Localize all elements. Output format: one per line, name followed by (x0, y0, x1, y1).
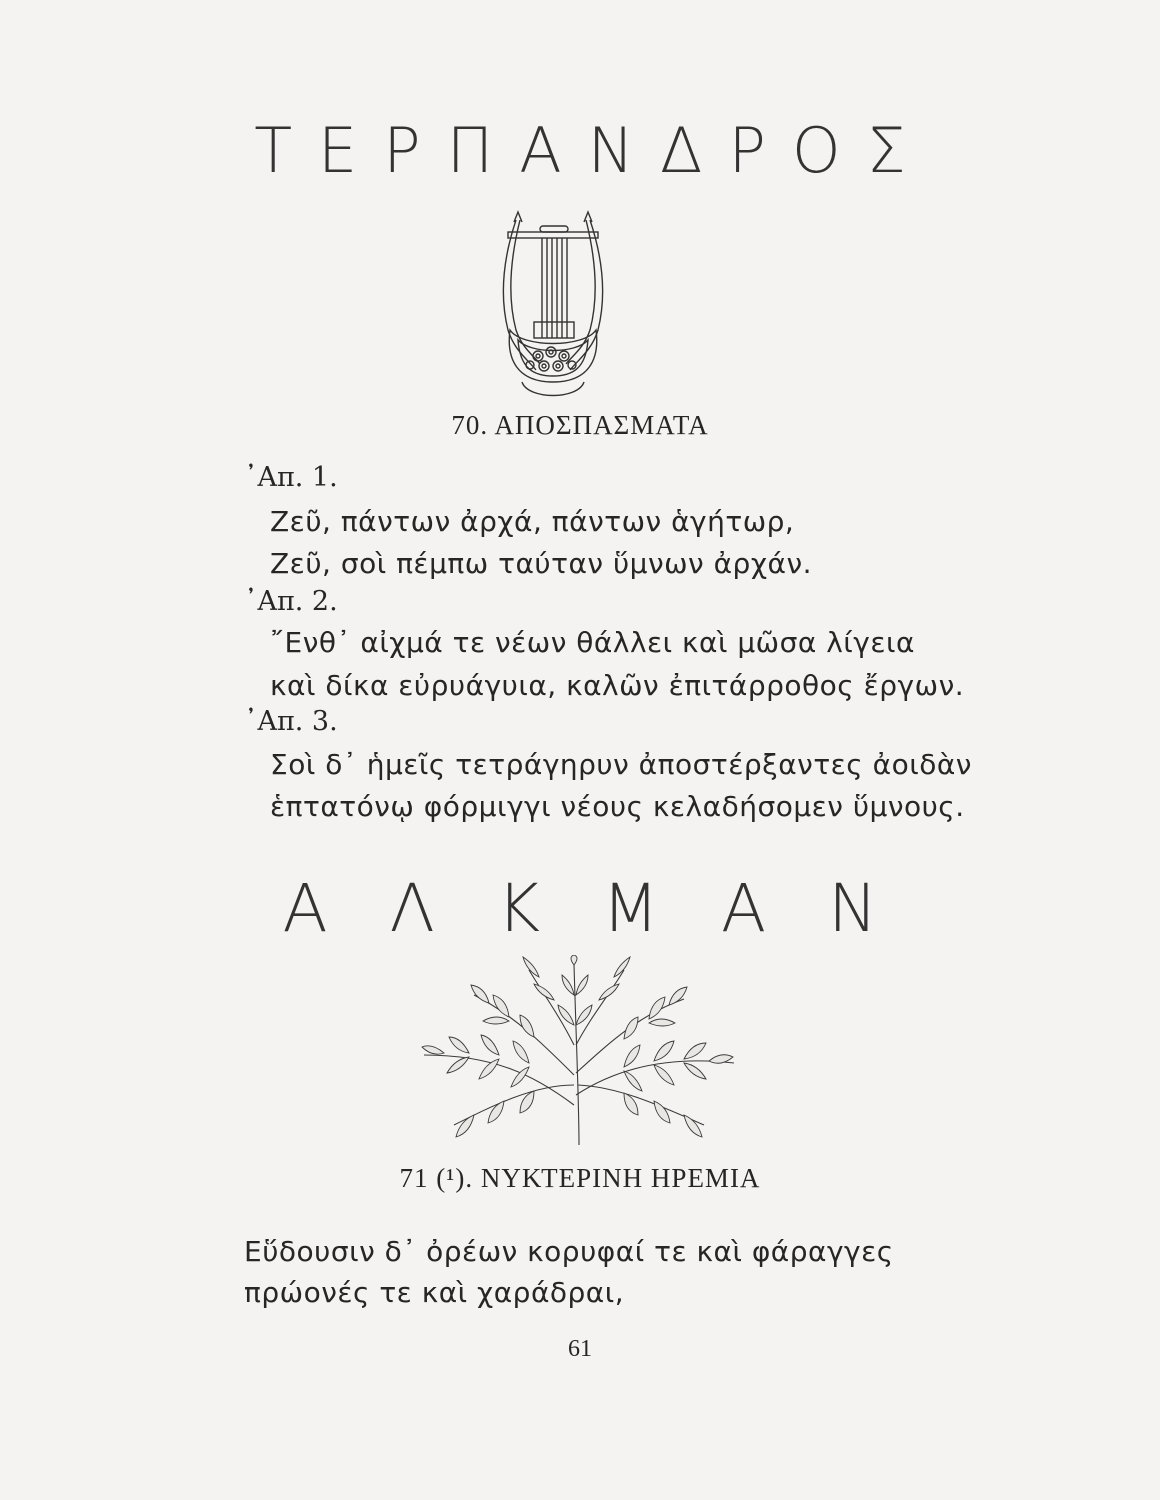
heading-alkman: ΑΛΚΜΑΝ (282, 870, 940, 947)
page-number: 61 (568, 1336, 592, 1362)
fragment-label: ᾿Απ. 1. (244, 462, 338, 493)
heading-terpandros: ΤΕΡΠΑΝΔΡΟΣ (254, 114, 932, 187)
verse-line: Εὕδουσιν δ᾿ ὀρέων κορυφαί τε καὶ φάραγγες (244, 1235, 894, 1268)
lyre-icon (488, 210, 618, 410)
section-title-night-calm: 71 (¹). ΝΥΚΤΕΡΙΝΗ ΗΡΕΜΙΑ (399, 1163, 761, 1193)
verse-line: ἑπτατόνῳ φόρμιγγι νέους κελαδήσομεν ὕμνους. (270, 790, 965, 823)
fragment-label: ᾿Απ. 2. (244, 586, 338, 617)
fragment-label: ᾿Απ. 3. (244, 706, 338, 737)
verse-line: πρώονές τε καὶ χαράδραι, (244, 1276, 625, 1309)
verse-line: Σοὶ δ᾿ ἡμεῖς τετράγηρυν ἀποστέρξαντες ἀοιδὰν (270, 748, 972, 781)
verse-line: Ζεῦ, πάντων ἀρχά, πάντων ἁγήτωρ, (270, 505, 795, 538)
verse-line: καὶ δίκα εὐρυάγυια, καλῶν ἐπιτάρροθος ἔργων. (270, 669, 965, 702)
section-title-fragments: 70. ΑΠΟΣΠΑΣΜΑΤΑ (451, 410, 709, 440)
verse-line: Ζεῦ, σοὶ πέμπω ταύταν ὕμνων ἀρχάν. (270, 547, 812, 580)
verse-line: ῎Ενθ᾿ αἰχμά τε νέων θάλλει καὶ μῶσα λίγεια (270, 626, 915, 659)
plant-icon (414, 955, 744, 1145)
